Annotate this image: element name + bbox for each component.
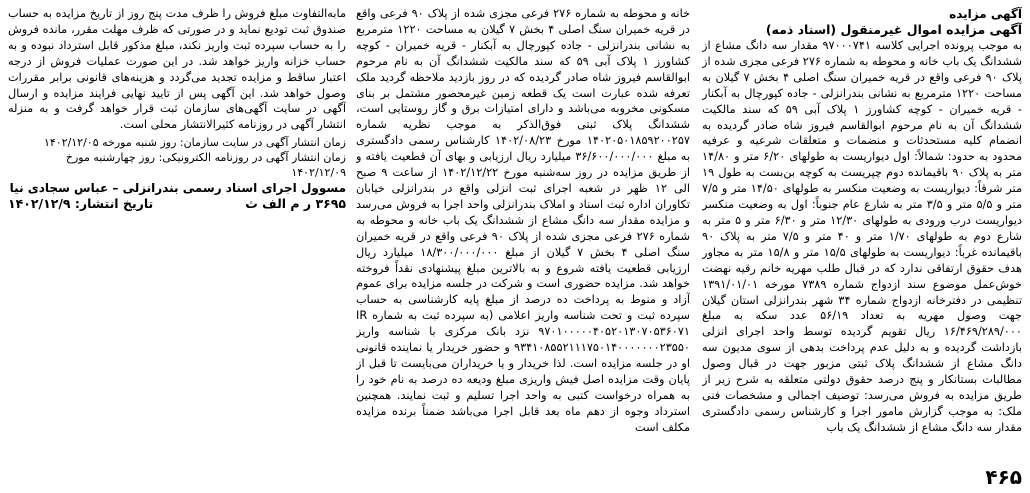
notice-subtitle: آگهی مزایده اموال غیرمنقول (اسناد ذمه): [765, 22, 1022, 37]
notice-body-middle: خانه و محوطه به شماره ۲۷۶ فرعی مجزی شده از پلاک ۹۰ فرعی واقع در قریه خمیران سنگ اصلی ۴ بخش ۷ گیلان به مساحت ۱۲۲۰ مترمربع به نشانی بندرانزلی - جاده کپورچال به آبکنار - قریه خمیران - کوچه کشاورز ۱ پلاک آبی ۵۹ که سند مالکیت ششدانگ آن به نام مرحوم ابوالقاسم فیروز شاه صادر گردیده که در روز بازدید ملاحظه گردید ملک تعرفه شده عبارت است یک قطعه زمین غیرمحصور مشتمل بر بنای مسکونی مخروبه می‌باشد و دارای امتیازات برق و گاز روستایی است، ششدانگ پلاک ثبتی فوق‌الذکر به موجب نظریه شماره ۱۴۰۲۰۵۰۱۸۵۹۲۰۰۲۵۷ مورخ ۱۴۰۲/۰۸/۲۳ کارشناس رسمی دادگستری به مبلغ ۳۶/۶۰۰/۰۰۰/۰۰۰ میلیارد ریال ارزیابی و بهای آن قطعیت یافته و از طریق مزایده در روز سه‌شنبه مورخ ۱۴۰۲/۱۲/۲۲ از ساعت ۹ صبح الی ۱۲ ظهر در شعبه اجرای ثبت انزلی واقع در بندرانزلی خیابان تکاوران اداره ثبت اسناد و املاک بندرانزلی واحد اجرا به فروش می‌رسد و مزایده مقدار سه دانگ مشاع از ششدانگ یک باب خانه و محوطه به شماره ۲۷۶ فرعی مجزی شده از پلاک ۹۰ فرعی واقع در قریه خمیران سنگ اصلی ۴ بخش ۷ گیلان از مبلغ ۱۸/۳۰۰/۰۰۰/۰۰۰ میلیارد ریال ارزیابی قطعیت یافته شروع و به بالاترین مبلغ پیشنهادی نقداً فروخته خواهد شد. مزایده حضوری است و شرکت در جلسه مزایده برای عموم آزاد و منوط به پرداخت ده درصد از مبلغ پایه کارشناسی به حساب سپرده ثبت و تحت شناسه واریز اعلامی (به سپرده ثبت به شماره IR ۹۷۰۱۰۰۰۰۰۴۰۵۲۰۱۳۰۷۰۵۳۶۰۷۱ نزد بانک مرکزی با شناسه واریز ۹۳۴۱۰۸۵۵۲۱۱۱۷۵۰۱۴۰۰۰۰۰۰۰۲۳۵۵۰ و حضور خریدار یا نماینده قانونی او در جلسه مزایده است. لذا خریدار و یا خریداران می‌بایست تا قبل از پایان وقت مزایده اصل فیش واریزی مبلغ ودیعه ده درصد به نام خود را به همراه درخواست کتبی به واحد اجرا تسلیم و ثبت نمایند. همچنین استرداد وجوه از دهم ماه بعد قابل اجرا می‌باشد ضمناً برنده مزایده مکلف است: [356, 7, 690, 434]
publication-date-newspaper: زمان انتشار آگهی در روزنامه الکترونیکی: روز چهارشنبه مورخ ۱۴۰۲/۱۲/۰۹: [65, 151, 346, 180]
publication-date-site: زمان انتشار آگهی در سایت سازمان: روز شنبه مورخه ۱۴۰۲/۱۲/۰۵: [43, 136, 346, 150]
notice-left-column: [8, 6, 346, 216]
notice-middle-column: [356, 6, 690, 486]
publication-dates: [8, 135, 346, 180]
notice-body-right: به موجب پرونده اجرایی کلاسه ۹۷۰۰۰۷۴۱ مقدار سه دانگ مشاع از ششدانگ یک باب خانه و محوطه به شماره ۲۷۶ فرعی مجزی شده از پلاک ۹۰ فرعی واقع در قریه خمیران سنگ اصلی ۴ بخش ۷ گیلان به مساحت ۱۲۲۰ مترمربع به نشانی بندرانزلی - جاده کپورچال به آبکنار - قریه خمیران - کوچه کشاورز ۱ پلاک آبی ۵۹ که سند مالکیت ششدانگ آن به نام مرحوم ابوالقاسم فیروز شاه صادر گردیده به انضمام کلیه مستحدثات و منضمات و متعلقات شرعیه و عرفیه محدود به حدود: شمالاً: اول دیواریست به طولهای ۶/۲۰ متر و ۱۴/۸۰ متر به پلاک ۹۰ باقیمانده دوم چپریست به کوچه بن‌بست به طول ۱۹ متر شرقاً: دیواریست به وضعیت منکسر به طولهای ۱۴/۵۰ متر و ۷/۵ متر و ۵/۵ متر و ۳/۵ متر به شارع عام جنوباً: اول به وضعیت منکسر دیواریست درب ورودی به طولهای ۱۲/۳۰ متر و ۶/۳۰ متر و ۵ متر به شارع دوم به طولهای ۱/۷۰ متر و ۴۰ متر و ۷/۵ متر به پلاک ۹۰ باقیمانده غرباً: دیواریست به طولهای ۱۵/۵ متر و ۱۵/۸ متر به مجاور هدف حقوق ارتفاقی ندارد که در قبال طلب مهریه خانم رقیه نهضت خوش‌عمل موضوع سند ازدواج شماره ۷۳۸۹ مورخه ۱۳۹۱/۰۱/۰۱ تنظیمی در دفترخانه ازدواج شماره ۳۴ شهر بندرانزلی استان گیلان جهت وصول مهریه به تعداد ۵۶/۱۹ عدد سکه به مبلغ ۱۶/۴۶۹/۲۸۹/۰۰۰ ریال تقویم گردیده توسط واحد اجرای انزلی بازداشت گردیده و به دلیل عدم پرداخت بدهی از سوی مدیون سه دانگ مشاع از ششدانگ پلاک ثبتی مزبور جهت در قبال وصول مطالبات بستانکار و پنج درصد حقوق دولتی متعلقه به شرح زیر از طریق مزایده به فروش می‌رسد: توصیف اجمالی و مشخصات فنی ملک: به موجب گزارش مامور اجرا و کارشناس رسمی دادگستری مقدار سه دانگ مشاع از ششدانگ یک باب: [702, 39, 1022, 434]
publication-date: تاریخ انتشار: ۱۴۰۲/۱۲/۹: [8, 196, 154, 212]
signature-line: مسوول اجرای اسناد رسمی بندرانزلی – عباس سجادی نیا: [9, 181, 346, 196]
notice-code: ۳۶۹۵ ر م الف ث: [245, 196, 346, 212]
code-date-row: [8, 196, 346, 212]
notice-body-left: مابه‌التفاوت مبلغ فروش را ظرف مدت پنج روز از تاریخ مزایده به حساب صندوق ثبت تودیع نماید و در صورتی که ظرف مهلت مقرر، مانده فروش را به حساب سپرده ثبت واریز نکند، مبلغ مذکور قابل استرداد نبوده و به حساب خزانه واریز خواهد شد. در این صورت عملیات فروش از درجه اعتبار ساقط و مزایده تجدید می‌گردد و هزینه‌های قانونی برابر مقررات وصول خواهد شد. این آگهی پس از تایید نهایی فرایند مزایده و ارسال آگهی در سایت آگهی‌های سازمان ثبت قرار خواهد گرفت و به منزله انتشار آگهی در روزنامه کثیرالانتشار محلی است.: [8, 7, 346, 132]
notice-title: آگهی مزایده: [949, 7, 1022, 21]
notice-right-column: [702, 6, 1022, 486]
newspaper-logo: ۴۶۵: [985, 465, 1022, 489]
